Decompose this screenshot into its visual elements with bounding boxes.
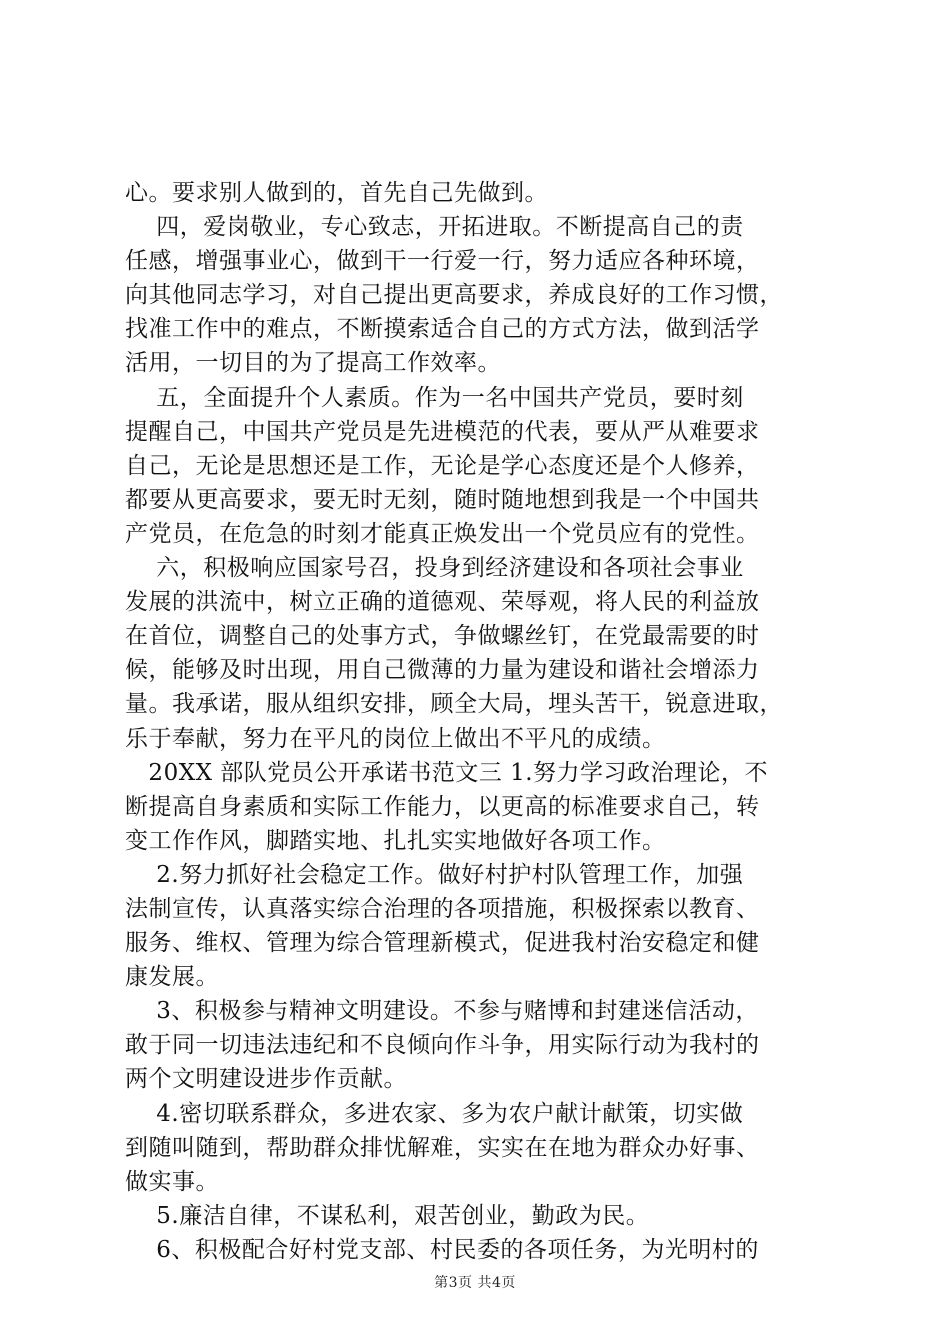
text-line: 候，能够及时出现，用自己微薄的力量为建设和谐社会增添力 [125,657,760,684]
text-line: 两个文明建设进步作贡献。 [125,1066,407,1093]
text-line: 在首位，调整自己的处事方式，争做螺丝钉，在党最需要的时 [125,623,760,650]
text-line: 发展的洪流中，树立正确的道德观、荣辱观，将人民的利益放 [125,589,760,616]
text-line: 2.努力抓好社会稳定工作。做好村护村队管理工作，加强 [125,861,744,888]
text-line: 做实事。 [125,1168,219,1195]
text-line: 活用，一切目的为了提高工作效率。 [125,350,501,377]
text-line: 自己，无论是思想还是工作，无论是学心态度还是个人修养， [125,452,760,479]
text-line: 5.廉洁自律，不谋私利，艰苦创业，勤政为民。 [125,1202,650,1229]
text-line: 敢于同一切违法违纪和不良倾向作斗争，用实际行动为我村的 [125,1032,760,1059]
page-number-footer: 第3页 共4页 [434,1275,516,1291]
text-line: 心。要求别人做到的，首先自己先做到。 [125,180,548,206]
text-line: 20XX 部队党员公开承诺书范文三 1.努力学习政治理论，不 [125,759,769,786]
text-line: 向其他同志学习，对自己提出更高要求，养成良好的工作习惯， [125,282,783,309]
text-line: 找准工作中的难点，不断摸索适合自己的方式方法，做到活学 [125,316,760,343]
text-line: 五，全面提升个人素质。作为一名中国共产党员，要时刻 [125,384,744,411]
text-line: 四，爱岗敬业，专心致志，开拓进取。不断提高自己的责 [125,214,744,241]
text-line: 都要从更高要求，要无时无刻，随时随地想到我是一个中国共 [125,486,760,513]
text-line: 提醒自己，中国共产党员是先进模范的代表，要从严从难要求 [125,418,760,445]
text-line: 产党员，在危急的时刻才能真正焕发出一个党员应有的党性。 [125,520,760,547]
text-line: 量。我承诺，服从组织安排，顾全大局，埋头苦干，锐意进取， [125,691,783,718]
text-line: 服务、维权、管理为综合管理新模式，促进我村治安稳定和健 [125,930,760,957]
text-line: 变工作作风，脚踏实地、扎扎实实地做好各项工作。 [125,827,666,854]
document-body [125,176,845,1267]
text-line: 法制宣传，认真落实综合治理的各项措施，积极探索以教育、 [125,895,760,922]
text-line: 康发展。 [125,964,219,991]
text-line: 乐于奉献，努力在平凡的岗位上做出不平凡的成绩。 [125,725,666,752]
text-line: 4.密切联系群众，多进农家、多为农户献计献策，切实做 [125,1100,744,1127]
text-line: 六，积极响应国家号召，投身到经济建设和各项社会事业 [125,555,744,582]
text-line: 任感，增强事业心，做到干一行爱一行，努力适应各种环境， [125,248,760,275]
text-line: 6、积极配合好村党支部、村民委的各项任务，为光明村的 [125,1236,759,1263]
text-line: 3、积极参与精神文明建设。不参与赌博和封建迷信活动， [125,998,759,1025]
text-line: 断提高自身素质和实际工作能力，以更高的标准要求自己，转 [125,793,760,820]
text-line: 到随叫随到，帮助群众排忧解难，实实在在地为群众办好事、 [125,1134,760,1161]
